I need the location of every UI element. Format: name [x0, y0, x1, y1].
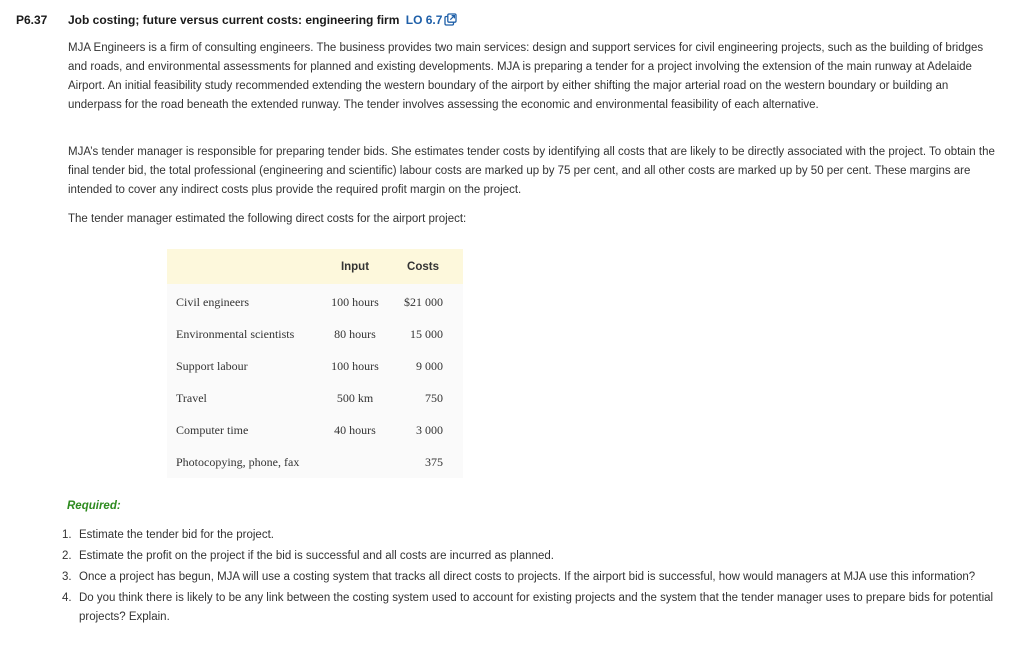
- row-input: 80 hours: [334, 326, 376, 341]
- header-blank: [167, 249, 324, 284]
- list-item: [62, 526, 1007, 545]
- question-number: 2.: [62, 550, 72, 562]
- row-cost: 9 000: [416, 358, 443, 373]
- row-cost: 15 000: [410, 326, 443, 341]
- question-text: Once a project has begun, MJA will use a costing system that tracks all direct costs to projects. If the airport bid is successful, how would managers at MJA use this information?: [79, 571, 976, 583]
- question-number: 3.: [62, 571, 72, 583]
- row-label: Support labour: [176, 358, 248, 373]
- list-item: [62, 568, 1007, 587]
- row-input: 500 km: [336, 390, 374, 405]
- question-number: 4.: [62, 592, 72, 604]
- table-row: [167, 284, 463, 318]
- external-link-icon[interactable]: [444, 13, 457, 29]
- table-row: [167, 318, 463, 350]
- row-input: 100 hours: [331, 294, 379, 309]
- required-heading: Required:: [67, 500, 121, 512]
- header-costs: Costs: [407, 260, 439, 273]
- row-label: Environmental scientists: [176, 326, 295, 341]
- table-row: [167, 350, 463, 382]
- learning-objective-link[interactable]: [406, 13, 458, 27]
- table-row: [167, 446, 463, 478]
- tender-manager-paragraph: MJA’s tender manager is responsible for preparing tender bids. She estimates tender costs by identifying all costs that are likely to be directly associated with the project. To obtain the final tender bid, the total professional (engineering and scientific) labour costs are marked up by 75 per cent, and all other costs are marked up by 50 per cent. These margins are intended to cover any indirect costs plus provide the required profit margin on the project.: [68, 146, 995, 196]
- row-cost: 3 000: [416, 422, 443, 437]
- table-row: [167, 382, 463, 414]
- row-label: Travel: [176, 390, 207, 405]
- table-intro-paragraph: The tender manager estimated the following direct costs for the airport project:: [68, 213, 467, 225]
- problem-number: P6.37: [16, 13, 48, 27]
- table-row: [167, 414, 463, 446]
- problem-title-line: [68, 13, 457, 29]
- row-cost: 750: [425, 390, 443, 405]
- row-input: 100 hours: [331, 358, 379, 373]
- intro-paragraph: MJA Engineers is a firm of consulting engineers. The business provides two main services: design and support services for civil engineering projects, such as the building of bridges and roads, and environmental assessments for planned and existing developments. MJA is preparing a tender for a project involving the extension of the main runway at Adelaide Airport. An initial feasibility study recommended extending the western boundary of the airport by either shifting the major arterial road on the western boundary or building an underpass for the road beneath the extended runway. The tender involves assessing the economic and environmental feasibility of each alternative.: [68, 42, 984, 111]
- direct-costs-table: [167, 249, 463, 478]
- row-label: Computer time: [176, 422, 249, 437]
- row-input: 40 hours: [334, 422, 376, 437]
- question-text: Do you think there is likely to be any link between the costing system used to account for existing projects and the system that the tender manager uses to prepare bids for potential projects? Explain.: [79, 592, 994, 623]
- list-item: [62, 547, 1007, 566]
- list-item: [62, 589, 1007, 627]
- row-input: [324, 446, 386, 478]
- row-label: Photocopying, phone, fax: [176, 454, 300, 469]
- questions-list: [62, 526, 1007, 629]
- question-text: Estimate the tender bid for the project.: [79, 529, 274, 541]
- problem-title: Job costing; future versus current costs: engineering firm: [68, 13, 400, 27]
- lo-link-text: LO 6.7: [405, 13, 443, 27]
- header-input: Input: [340, 260, 370, 273]
- table-header-row: [167, 249, 463, 284]
- row-cost: $21 000: [404, 294, 443, 309]
- question-text: Estimate the profit on the project if the bid is successful and all costs are incurred as planned.: [79, 550, 554, 562]
- row-cost: 375: [425, 454, 443, 469]
- question-number: 1.: [62, 529, 72, 541]
- row-label: Civil engineers: [176, 294, 249, 309]
